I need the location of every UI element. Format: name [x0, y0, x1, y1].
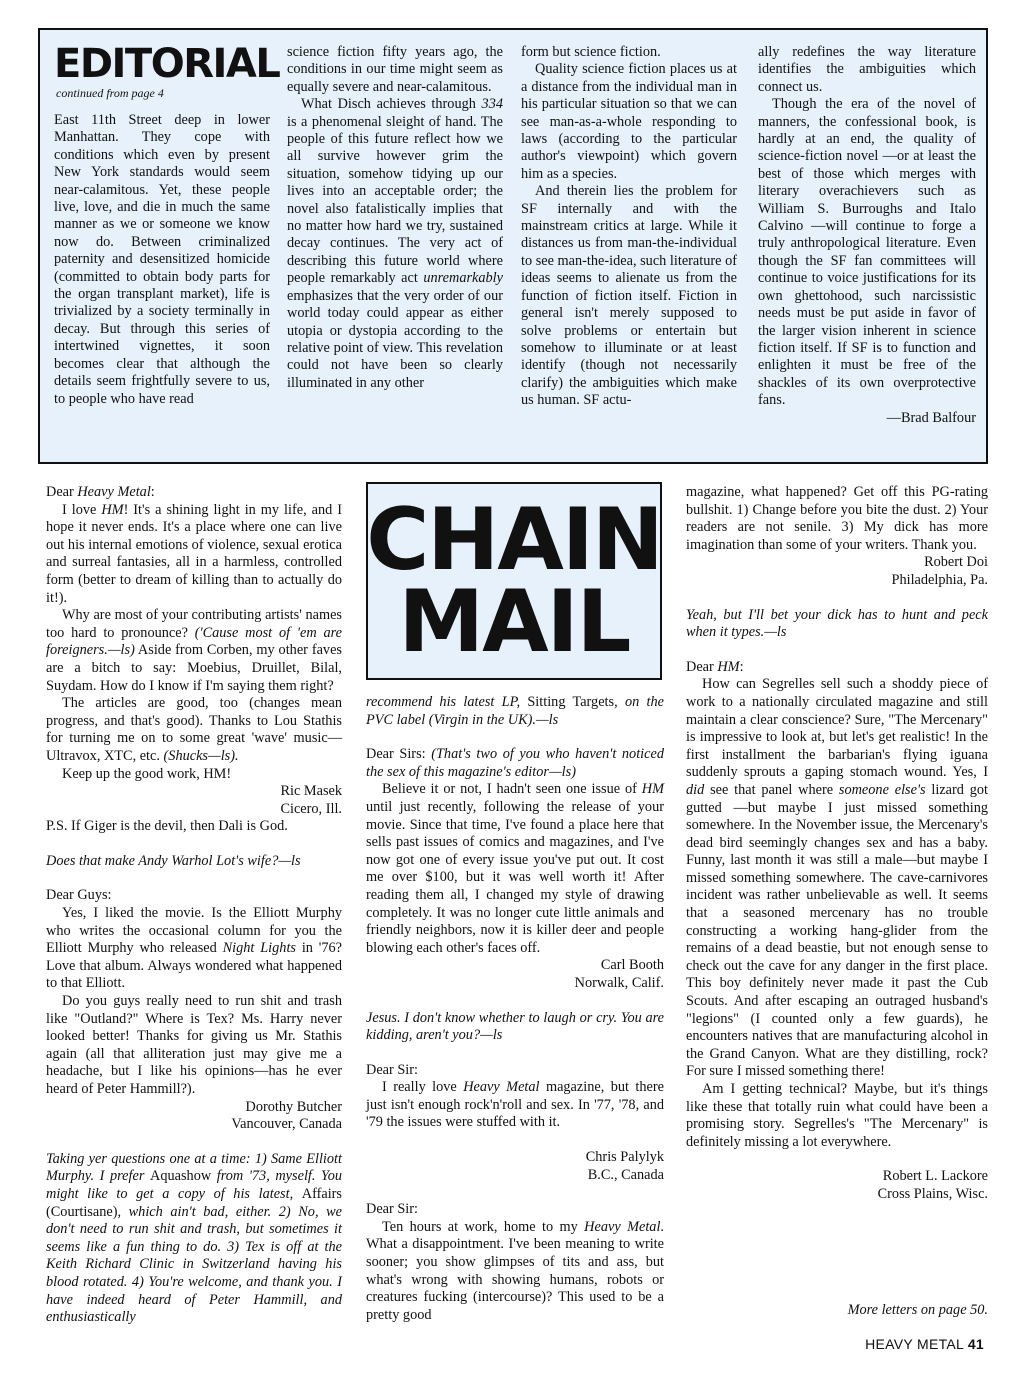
letter-signature: Carl Booth: [600, 957, 664, 974]
letter-text: How can Segrelles sell such a shoddy piece of work to a nationally circulated magazine and still maintain a clear conscience? Sure, "The Mercenary" is impressive to look at, but let's get realistic! In the first installment the barbarian's flying iguana suddenly sprouts a gaping stomach wound. Yes, I did see that panel where someone else's lizard got gutted —but maybe I just missed something somewhere. In the November issue, the Mercenary's dead bird seemingly changes sex and has a baby. Funny, last month it was still a male—but maybe I missed something somewhere. The cave-carnivores incident was rather unbelievable as well. It seems that a seasoned mercenary has no trouble constructing a working hang-glider from the remains of a dead beastie, but not enough sense to check out the cave for any danger in the first place. This boy definitely never made it past the Cub Scouts. And after escaping an outraged husband's "legions" (I counted only a few guards), he encounters natives that are manufacturing alcohol in the Grand Canyon. What are they distilling, rock? For sure I missed something there!: [686, 676, 989, 1080]
letters-col-1: [46, 484, 342, 1327]
editorial-box: [38, 28, 988, 464]
letter-text: Why are most of your contributing artists' names too hard to pronounce? ('Cause most of 'em are foreigners.—ls) Aside from Corben, my other faves are a bitch to say: Moebius, Druillet, Bilal, Suydam. How do I know if I'm saying them right?: [46, 607, 342, 694]
editor-response: Taking yer questions one at a time: 1) Same Elliott Murphy. I prefer Aquashow from '73, myself. You might like to get a copy of his latest, Affairs (Courtisane), which ain't bad, either. 2) No, we don't need to run shit and trash, but sometimes it seems like a fun thing to do. 3) Tex is off at the Keith Richard Clinic in Switzerland having his blood rotated. 4) You're welcome, and thank you. I have indeed heard of Peter Hammill, and enthusiastically: [46, 1150, 342, 1326]
letters-col-2: [366, 694, 664, 1324]
editorial-text: science fiction fifty years ago, the conditions in our time might seem as equally severe and near-calamitous.: [287, 44, 503, 95]
letter-location: B.C., Canada: [587, 1166, 664, 1183]
editorial-author: —Brad Balfour: [886, 409, 976, 426]
letter-text: Believe it or not, I hadn't seen one issue of HM until just recently, following the release of your movie. Since that time, I've found a place here that sells past issues of comics and magazines, and I've now got one of every issue you've put out. It cost me over $100, but it was well worth it! After reading them all, I changed my style of drawing completely. It was no longer cute little animals and friendly neighbors, now it is killer deer and people blowing each other's faces off.: [366, 781, 664, 956]
letters-col-3: [686, 484, 988, 1204]
editor-response: Yeah, but I'll bet your dick has to hunt and peck when it types.—ls: [686, 606, 988, 641]
letter-location: Cross Plains, Wisc.: [877, 1185, 988, 1202]
page-number: 41: [967, 1336, 984, 1352]
chain-mail-line: CHAIN: [366, 490, 662, 590]
editorial-col-4: [758, 44, 976, 427]
letter-ps: P.S. If Giger is the devil, then Dali is God.: [46, 818, 288, 835]
letter-text: I really love Heavy Metal magazine, but there just isn't enough rock'n'roll and sex. In '77, '78, and '79 the issues were stuffed with it.: [366, 1079, 664, 1131]
editorial-text: And therein lies the problem for SF internally and with the mainstream critics at large. While it distances us from man-the-individual to see man-the-idea, such literature of ideas seems to alienate us from the function of fiction itself. Fiction in general isn't merely supposed to solve problems or entertain but somehow to illuminate or at least identify (though not necessarily clarify) the ambiguities which make us human. SF actu-: [521, 183, 737, 409]
editor-response: Jesus. I don't know whether to laugh or cry. You are kidding, aren't you?—ls: [366, 1009, 664, 1044]
editorial-col-3: [521, 44, 737, 410]
editorial-text: Quality science fiction places us at a distance from the individual man in his particular situation so that we can see man-as-a-whole responding to laws (according to the particular author's viewpoint) which govern him as a species.: [521, 61, 737, 182]
letter-salutation: Dear Guys:: [46, 887, 112, 904]
letter-signature: Robert Doi: [924, 554, 988, 571]
letter-signature: Chris Palylyk: [585, 1149, 664, 1166]
editor-response: Does that make Andy Warhol Lot's wife?—ls: [46, 852, 301, 869]
editorial-paragraph: What Disch achieves through 334 is a phenomenal sleight of hand. The people of this future reflect how we all survive however grim the situation, somehow tidying up our lives into an acceptable order; the novel also fatalistically implies that no matter how hard we try, sustained decay continues. The very act of describing this future world where people remarkably act unremarkably emphasizes that the very order of our world today could appear as either utopia or dystopia according to the relative point of view. This revelation could not have been so clearly illuminated in any other: [287, 96, 503, 391]
editorial-title: EDITORIAL: [54, 41, 280, 87]
letter-text: Keep up the good work, HM!: [62, 765, 232, 782]
editorial-col-1: [54, 41, 280, 408]
letter-text: Yes, I liked the movie. Is the Elliott Murphy who writes the occasional column for you the Elliott Murphy who released Night Lights in '76? Love that album. Always wondered what happened to that Elliott.: [46, 905, 342, 992]
letter-text: Am I getting technical? Maybe, but it's things like these that totally ruin what could have been a promising story. Segrelles's "The Mercenary" is definitely missing a lot everywhere.: [686, 1081, 988, 1150]
editorial-text: form but science fiction.: [521, 44, 661, 60]
letter-text: Do you guys really need to run shit and trash like "Outland?" Where is Tex? Ms. Harry never looked better! Thanks for giving us Mr. Stathis again (all that alliteration just may give me a headache, but I like his opinions—has he ever heard of Peter Hammill?).: [46, 993, 342, 1097]
letter-signature: Dorothy Butcher: [245, 1098, 342, 1115]
letter-signature: Robert L. Lackore: [882, 1168, 988, 1185]
letter-location: Cicero, Ill.: [280, 800, 342, 817]
letter-text: Ten hours at work, home to my Heavy Metal. What a disappointment. I've been meaning to write sooner; you show glimpses of tits and ass, but what's wrong with showing humans, robots or creatures fucking (intercourse)? This used to be a pretty good: [366, 1218, 664, 1323]
letter-signature: Ric Masek: [280, 783, 342, 800]
editorial-col-2: [287, 44, 503, 392]
letter-location: Vancouver, Canada: [231, 1116, 342, 1133]
editor-response: recommend his latest LP, Sitting Targets, on the PVC label (Virgin in the UK).—ls: [366, 694, 664, 728]
letter-text: The articles are good, too (changes mean progress, and that's good). Thanks to Lou Stathis for turning me on to some great 'wave' music—Ultravox, XTC, etc. (Shucks—ls).: [46, 695, 342, 764]
letter-text: magazine, what happened? Get off this PG-rating bullshit. 1) Change before you bite the dust. 2) Your readers are not senile. 3) My dick has more imagination than some of your writers. Thank you.: [686, 484, 988, 553]
letter-salutation: Dear Sirs: (That's two of you who haven't noticed the sex of this magazine's editor—ls): [366, 746, 664, 780]
page-footer: [865, 1336, 984, 1352]
chain-mail-heading: [366, 482, 662, 680]
letter-salutation: Dear Sir:: [366, 1201, 419, 1218]
letter-location: Philadelphia, Pa.: [891, 571, 988, 588]
editorial-text: Though the era of the novel of manners, the confessional book, is hardly at an end, the quality of science-fiction novel —or at least the best of those which merges with literary overachievers such as William S. Burroughs and Italo Calvino —will continue to forge a truly anthropological literature. Even though the SF fan committees will continue to voice justifications for its own ghettohood, such narcissistic needs must be put aside in favor of the larger vision inherent in science fiction itself. If SF is to function and enlighten it must be free of the shackles of its own overprotective fans.: [758, 96, 976, 409]
letter-salutation: Dear Heavy Metal:: [46, 484, 155, 500]
chain-mail-line: MAIL: [398, 572, 630, 672]
editorial-text: East 11th Street deep in lower Manhattan. They cope with conditions which even by present New York standards would seem near-calamitous. Yet, these people live, love, and die in much the same manner as we or someone we know now do. Between criminalized paternity and desensitized homicide (committed to obtain body parts for the organ transplant market), life is trivialized by a society terminally in decay. But through this series of intertwined vignettes, it soon becomes clear that although the details seem frightfully severe to us, to people who have read: [54, 112, 270, 407]
editorial-continued: continued from page 4: [56, 86, 164, 100]
more-letters-note: More letters on page 50.: [847, 1302, 988, 1318]
letter-salutation: Dear Sir:: [366, 1061, 419, 1078]
magazine-name: HEAVY METAL: [865, 1336, 964, 1352]
letter-text: I love HM! It's a shining light in my life, and I hope it never ends. It's a place where one can live out his internal emotions of violence, sexual erotica and surreal fantasies, all in a harmless, controlled form (better to dream of killing than to actually do it!).: [46, 501, 342, 606]
letter-salutation: Dear HM:: [686, 658, 744, 675]
editorial-text: ally redefines the way literature identifies the ambiguities which connect us.: [758, 44, 976, 95]
letter-location: Norwalk, Calif.: [574, 974, 664, 991]
